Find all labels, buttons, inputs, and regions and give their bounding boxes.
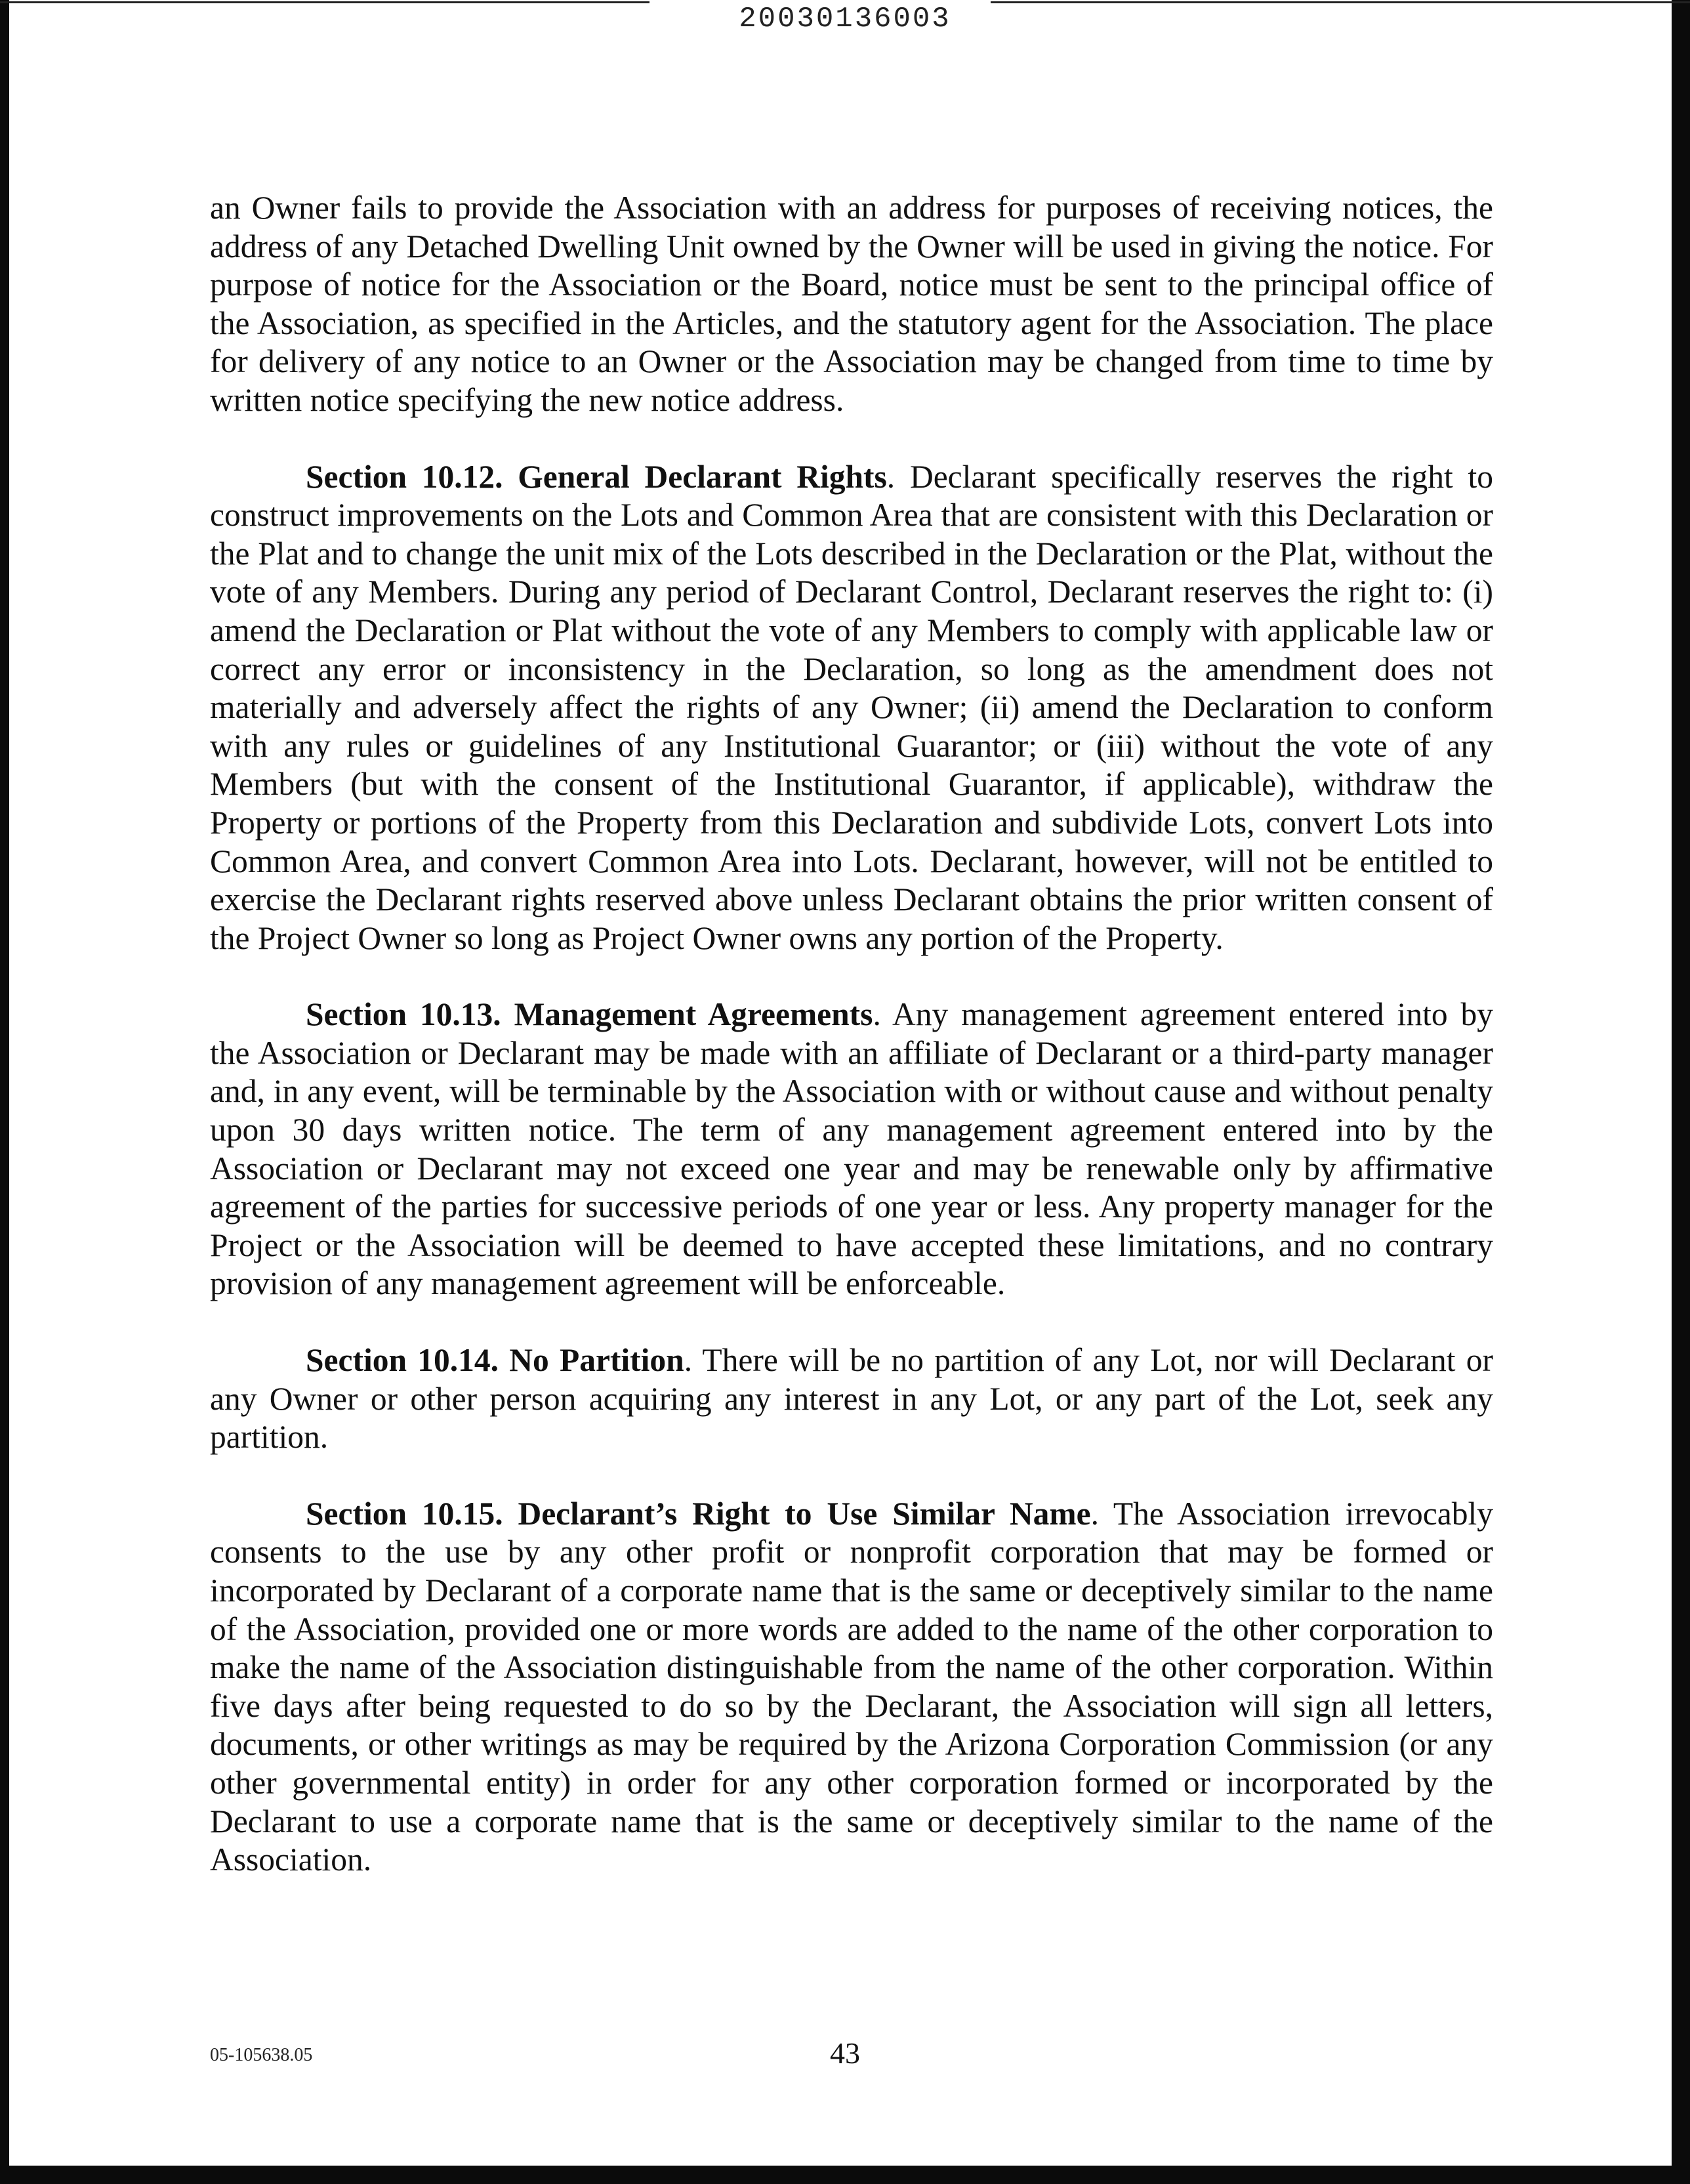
section-10-13 [210, 996, 1493, 1303]
scan-edge-left [0, 0, 9, 2184]
paragraph-notice-continuation: an Owner fails to provide the Association with an address for purposes of receiving notices, the address of any Detached Dwelling Unit owned by the Owner will be used in giving the notice. For purpose of notice for the Association or the Board, notice must be sent to the principal office of the Association, as specified in the Articles, and the statutory agent for the Association. The place for delivery of any notice to an Owner or the Association may be changed from time to time by written notice specifying the new notice address. [210, 190, 1493, 418]
scan-edge-bottom [0, 2166, 1690, 2184]
page-number: 43 [830, 2036, 860, 2070]
section-heading: Section 10.13. Management Agreements [306, 996, 873, 1033]
section-heading: Section 10.15. Declarant’s Right to Use Similar Name [306, 1495, 1091, 1532]
footer-document-code: 05-105638.05 [210, 2045, 313, 2065]
section-text: . Any management agreement entered into by the Association or Declarant may be made with an affiliate of Declarant or a third-party manager and, in any event, will be terminable by the Association with or without cause and without penalty upon 30 days written notice. The term of any management agreement entered into by the Association or Declarant may not exceed one year and may be renewable only by affirmative agreement of the parties for successive periods of one year or less. Any property manager for the Project or the Association will be deemed to have accepted these limitations, and no contrary provision of any management agreement will be enforceable. [210, 996, 1493, 1302]
document-body [210, 189, 1493, 1918]
section-10-15 [210, 1495, 1493, 1880]
section-text: . There will be no partition of any Lot, nor will Declarant or any Owner or other person acquiring any interest in any Lot, or any part of the Lot, seek any partition. [210, 1342, 1493, 1456]
section-heading: Section 10.14. No Partition [306, 1342, 684, 1379]
section-10-12 [210, 458, 1493, 958]
section-text: . Declarant specifically reserves the right to construct improvements on the Lots and Common Area that are consistent with this Declaration or the Plat and to change the unit mix of the Lots described in the Declaration or the Plat, without the vote of any Members. During any period of Declarant Control, Declarant reserves the right to: (i) amend the Declaration or Plat without the vote of any Members to comply with applicable law or correct any error or inconsistency in the Declaration, so long as the amendment does not materially and adversely affect the rights of any Owner; (ii) amend the Declaration to conform with any rules or guidelines of any Institutional Guarantor; or (iii) without the vote of any Members (but with the consent of the Institutional Guarantor, if applicable), withdraw the Property or portions of the Property from this Declaration and subdivide Lots, convert Lots into Common Area, and convert Common Area into Lots. Declarant, however, will not be entitled to exercise the Declarant rights reserved above unless Declarant obtains the prior written consent of the Project Owner so long as Project Owner owns any portion of the Property. [210, 458, 1493, 956]
section-text: . The Association irrevocably consents to the use by any other profit or nonprofit corporation that may be formed or incorporated by Declarant of a corporate name that is the same or deceptively similar to the name of the Association, provided one or more words are added to the name of the other corporation to make the name of the Association distinguishable from the name of the other corporation. Within five days after being requested to do so by the Declarant, the Association will sign all letters, documents, or other writings as may be required by the Arizona Corporation Commission (or any other governmental entity) in order for any other corporation formed or incorporated by the Declarant to use a corporate name that is the same or deceptively similar to the name of the Association. [210, 1495, 1493, 1878]
section-heading: Section 10.12. General Declarant Rights [306, 458, 887, 495]
section-10-14 [210, 1341, 1493, 1457]
scan-edge-right [1672, 0, 1690, 2184]
recording-number: 20030136003 [739, 3, 951, 35]
